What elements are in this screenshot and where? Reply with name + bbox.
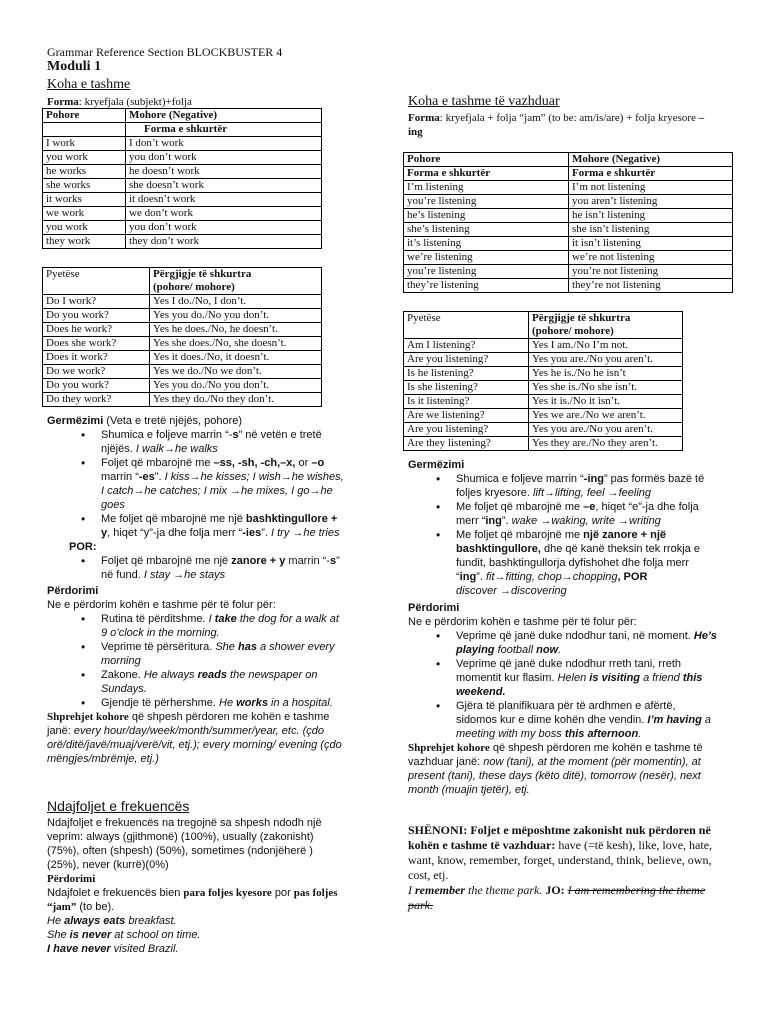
table-row: we’re listening we’re not listening — [404, 251, 733, 265]
usage-intro: Ne e përdorim kohën e tashme për të folur për: — [408, 616, 637, 628]
section-title: Përdorimi — [47, 873, 96, 885]
table-row: Are they listening? Yes they are./No they aren’t. — [404, 437, 683, 451]
table-header: Mohore (Negative) — [569, 153, 733, 167]
note-text: SHËNONI: Foljet e mëposhtme zakonisht nuk përdoren në kohën e tashme të vazhduar: have (=të kesh), like, love, hate, want, know, remember, forget, understand, think, believe, own, cost, etj. — [408, 823, 713, 882]
arrow-icon: → — [230, 485, 241, 497]
list-item: • Shumica e foljeve marrin “-s” në vetën e tretë njëjës. I walk→he walks — [47, 428, 347, 456]
section-title: Ndajfoljet e frekuencës — [47, 798, 190, 814]
list-item: • Gjëra të planifikuara për të ardhmen e afërtë, sidomos kur e dime kohën dhe vendin. I’m having a meeting with my boss this afternoon. — [408, 699, 718, 741]
time-expressions: Shprehjet kohore që shpesh përdoren me kohën e tashme të vazhduar janë: now (tani), at the moment (për momentin), at present (tani), these days (këto ditë), tomorrow (nesër), next month (muajin tjetër), etj. — [408, 742, 703, 796]
table-header: Pohore — [43, 109, 126, 123]
table-row: you’re listening you’re not listening — [404, 265, 733, 279]
list-item: • Me foljet që mbarojnë me një zanore + një bashktingullore, dhe që kanë theksin tek rrokja e fundit, bashktingullorja dyfishohet dhe folja merr “ing”. fit→fitting, chop→chopping, POR discover →discovering — [408, 528, 718, 598]
table-header: Pyetëse — [404, 312, 529, 339]
frequency-section — [47, 797, 347, 956]
present-simple-affirmative-negative-table — [42, 108, 322, 249]
list-item: • Zakone. He always reads the newspaper on Sundays. — [47, 668, 347, 696]
present-continuous-heading: Koha e tashme të vazhduar — [408, 94, 560, 109]
arrow-icon: → — [133, 485, 145, 497]
table-row: they work they don’t work — [43, 235, 322, 249]
section-title: Përdorimi — [408, 602, 460, 614]
table-header: Pohore — [404, 153, 569, 167]
section-title: Germëzimi — [47, 415, 104, 427]
table-row: Is it listening? Yes it is./No it isn’t. — [404, 395, 683, 409]
table-header: Mohore (Negative) — [126, 109, 322, 123]
table-header: Pyetëse — [43, 268, 150, 295]
table-row: she’s listening she isn’t listening — [404, 223, 733, 237]
section-title: Përdorimi — [47, 585, 99, 597]
table-row: Does he work? Yes he does./No, he doesn’t. — [43, 323, 322, 337]
present-continuous-questions-table — [403, 311, 683, 451]
table-row: Are you listening? Yes you are./No you aren’t. — [404, 423, 683, 437]
table-row: Do you work? Yes you do./No you don’t. — [43, 379, 322, 393]
table-row: I work I don’t work — [43, 137, 322, 151]
table-row: they’re listening they’re not listening — [404, 279, 733, 293]
arrow-icon: → — [309, 485, 321, 497]
arrow-icon: → — [618, 515, 630, 527]
list-item: • Veprime të përsëritura. She has a shower every morning — [47, 640, 347, 668]
table-row: he works he doesn’t work — [43, 165, 322, 179]
arrow-icon: → — [280, 471, 292, 483]
frequency-text: Ndajfoljet e frekuencës na tregojnë sa shpesh ndodh një veprim: always (gjithmonë) (100%), usually (zakonisht) (75%), often (shpesh) (50%), sometimes (ndonjëherë ) (25%), never (kurrë)(0%) — [47, 817, 322, 871]
arrow-icon: → — [189, 471, 201, 483]
example-sentence: She is never at school on time. — [47, 929, 201, 941]
document-header — [47, 45, 282, 75]
forma-line-continuous: Forma: kryefjala + folja “jam” (to be: am/is/are) + folja kryesore –ing — [408, 112, 705, 138]
table-row: Is she listening? Yes she is./No she isn’t. — [404, 381, 683, 395]
table-row: I’m listening I’m not listening — [404, 181, 733, 195]
table-row: it’s listening it isn’t listening — [404, 237, 733, 251]
table-row: Am I listening? Yes I am./No I’m not. — [404, 339, 683, 353]
frequency-usage: Ndajfolet e frekuencës bien para foljes kyesore por pas foljes “jam” (to be). — [47, 887, 338, 913]
list-item: • Foljet që mbarojnë me një zanore + y marrin “-s” në fund. I stay →he stays — [47, 554, 347, 582]
list-item: • Veprime që janë duke ndodhur tani, në moment. He’s playing football now. — [408, 629, 718, 657]
list-item: • Me foljet që mbarojnë me –e, hiqet “e”-ja dhe folja merr “ing”. wake →waking, write →writing — [408, 500, 718, 528]
table-row: Do you work? Yes you do./No you don’t. — [43, 309, 322, 323]
arrow-icon: → — [561, 571, 573, 583]
table-row: you’re listening you aren’t listening — [404, 195, 733, 209]
table-header: Përgjigje të shkurtra (pohore/ mohore) — [150, 268, 322, 295]
table-row: Does she work? Yes she does./No, she doesn’t. — [43, 337, 322, 351]
table-row: Are you listening? Yes you are./No you aren’t. — [404, 353, 683, 367]
spelling-section-continuous — [408, 458, 728, 797]
section-title: Germëzimi — [408, 459, 465, 471]
forma-line: Forma: kryefjala (subjekt)+folja — [47, 96, 192, 108]
table-row: we work we don’t work — [43, 207, 322, 221]
arrow-icon: → — [292, 527, 304, 539]
list-item: • Shumica e foljeve marrin “-ing” pas formës bazë të foljes kryesore. lift→lifting, feel →feeling — [408, 472, 718, 500]
note-section — [408, 823, 723, 913]
list-item: • Foljet që mbarojnë me –ss, -sh, -ch,–x, or –o marrin “-es”. I kiss→he kisses; I wish→he wishes, I catch→he catches; I mix →he mixes, I go→he goes — [47, 456, 347, 512]
spelling-section: Germëzimi (Veta e tretë njëjës, pohore) • Shumica e foljeve marrin “-s” në vetën e tretë njëjës. I walk→he walks • Foljet që mbarojnë me –ss, -sh, -ch,–x, or –o marrin “-es”. I kiss→he kisses; I wish→he wishes, I catch→he catches; I mix →he mixes, I go→he goes • Me foljet që mbarojnë me një bashktingullore + y, hiqet “y”-ja dhe folja merr “-ies”. I try →he tries POR: • Foljet që mbarojnë me një zanore + y marrin “-s” në fund. I stay →he stays Përdorimi Ne e përdorim kohën e tashme për të folur për: • Rutina të përditshme. I take the dog for a walk at 9 o’clock in the morning. • Veprime të përsëritura. She has a shower every morning • Zakone. He always reads the newspaper on Sundays. • Gjendje të përhershme. He works in a hospital. Shprehjet kohore që shpesh përdoren me kohën e tashme janë: every hour/day/week/month/summer/year, etc. (çdo orë/ditë/javë/muaj/verë/vit, etj.); every morning/ evening (çdo mëngjes/mbrëmje, etj.) — [47, 414, 347, 766]
table-row: it works it doesn’t work — [43, 193, 322, 207]
table-row: Is he listening? Yes he is./No he isn’t — [404, 367, 683, 381]
table-header: Forma e shkurtër — [404, 167, 569, 181]
table-row: you work you don’t work — [43, 151, 322, 165]
table-header: Përgjigje të shkurtra (pohore/ mohore) — [529, 312, 683, 339]
present-simple-heading: Koha e tashme — [47, 77, 131, 92]
arrow-icon: → — [540, 515, 552, 527]
table-row: Do I work? Yes I do./No, I don’t. — [43, 295, 322, 309]
arrow-icon: → — [607, 487, 619, 499]
arrow-icon: → — [494, 571, 506, 583]
list-item: • Veprime që janë duke ndodhur rreth tani, rreth momentit kur flasim. Helen is visiting a friend this weekend. — [408, 657, 718, 699]
present-continuous-affirmative-negative-table — [403, 152, 733, 293]
table-header: Forma e shkurtër — [569, 167, 733, 181]
table-row: he’s listening he isn’t listening — [404, 209, 733, 223]
usage-intro: Ne e përdorim kohën e tashme për të folur për: — [47, 599, 276, 611]
present-simple-questions-table — [42, 267, 322, 407]
example-sentence: I have never visited Brazil. — [47, 943, 179, 955]
table-row: Do they work? Yes they do./No they don’t. — [43, 393, 322, 407]
table-row: Do we work? Yes we do./No we don’t. — [43, 365, 322, 379]
arrow-icon: → — [544, 487, 556, 499]
list-item: • Rutina të përditshme. I take the dog for a walk at 9 o’clock in the morning. — [47, 612, 347, 640]
table-row: Are we listening? Yes we are./No we aren’t. — [404, 409, 683, 423]
por-label: POR: — [69, 541, 97, 553]
list-item: • Me foljet që mbarojnë me një bashktingullore + y, hiqet “y”-ja dhe folja merr “-ies”. I try →he tries — [47, 512, 347, 540]
example-sentence: I remember the theme park. JO: I am remembering the theme park. — [408, 883, 706, 912]
list-item: • Gjendje të përhershme. He works in a hospital. — [47, 696, 347, 710]
module-title: Moduli 1 — [47, 59, 102, 74]
arrow-icon: → — [173, 569, 185, 581]
arrow-icon: → — [163, 443, 175, 455]
example-sentence: He always eats breakfast. — [47, 915, 177, 927]
table-row: you work you don’t work — [43, 221, 322, 235]
time-expressions: Shprehjet kohore që shpesh përdoren me kohën e tashme janë: every hour/day/week/month/summer/year, etc. (çdo orë/ditë/javë/muaj/verë/vit, etj.); every morning/ evening (çdo mëngjes/mbrëmje, etj.) — [47, 711, 342, 765]
table-row: Does it work? Yes it does./No, it doesn’t. — [43, 351, 322, 365]
table-row: she works she doesn’t work — [43, 179, 322, 193]
document-title: Grammar Reference Section BLOCKBUSTER 4 — [47, 45, 283, 59]
table-header: Forma e shkurtër — [126, 123, 322, 137]
arrow-icon: → — [500, 585, 512, 597]
